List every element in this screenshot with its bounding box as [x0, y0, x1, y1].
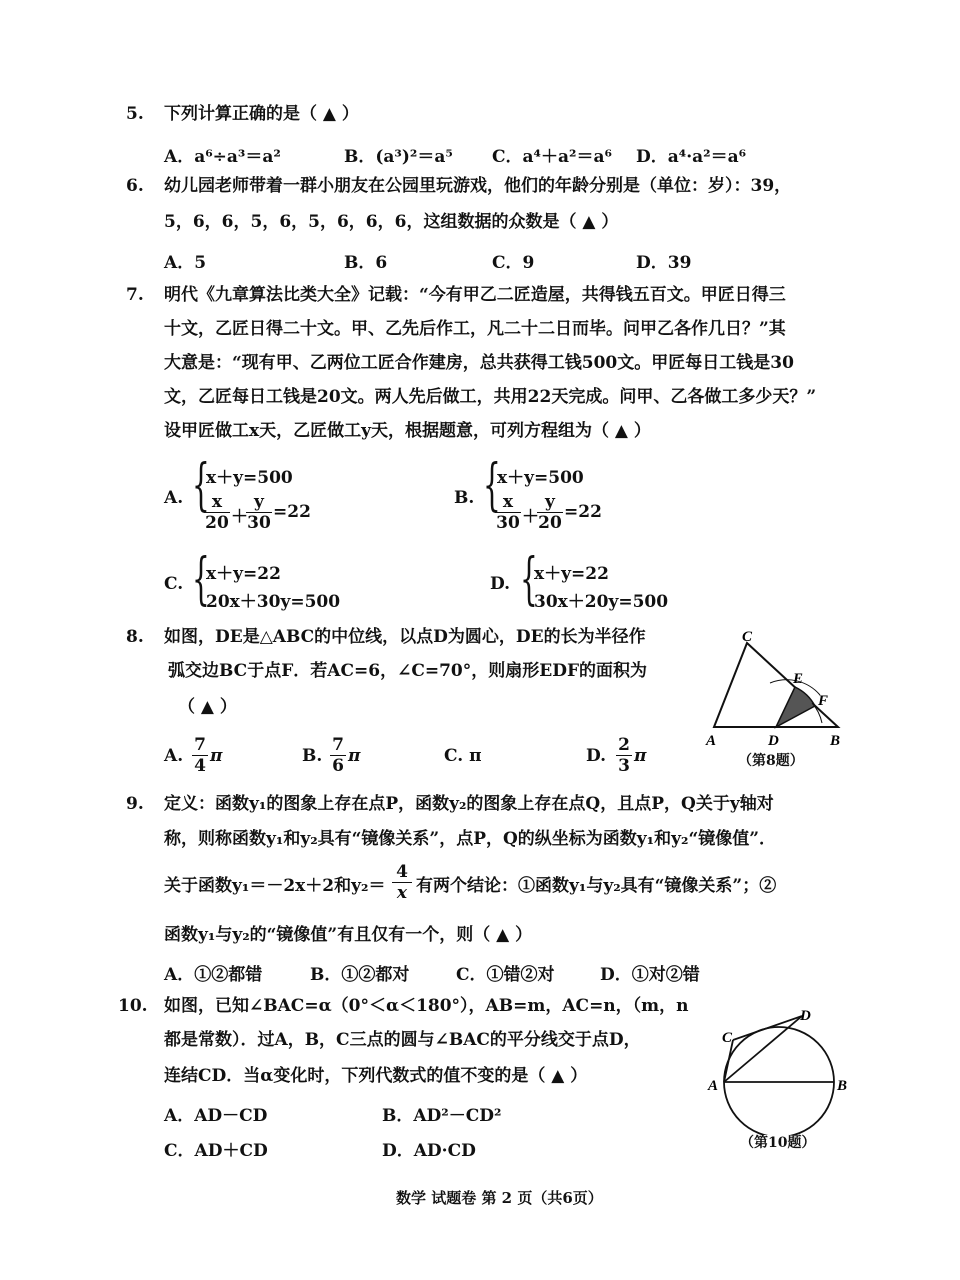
question-stem-line: 文，乙匠每日工钱是20文。两人先后做工，共用22天完成。问甲、乙各做工多少天？” [164, 387, 817, 407]
question-stem-line: 连结CD．当α变化时，下列代数式的值不变的是（ ▲ ） [164, 1066, 588, 1086]
question-stem-line: 幼儿园老师带着一群小朋友在公园里玩游戏，他们的年龄分别是（单位：岁）：39， [164, 176, 792, 196]
fraction [392, 862, 412, 903]
label-a: A [706, 733, 717, 749]
label-f: F [818, 693, 829, 709]
denominator: 20 [538, 513, 562, 533]
denominator: 6 [332, 756, 344, 776]
numerator: 2 [616, 735, 632, 756]
option-c: C．a⁴＋a²＝a⁶ [492, 147, 612, 167]
option-d-label: D. [586, 746, 607, 766]
label-b: B [837, 1078, 848, 1094]
plus-sign: ＋ [231, 507, 248, 527]
option-c: C．AD＋CD [164, 1141, 268, 1161]
option-d-label: D. [490, 574, 511, 594]
left-brace: { [192, 547, 210, 612]
equation-1: x＋y=500 [497, 468, 584, 488]
denominator: 20 [205, 513, 229, 533]
numerator: x [495, 492, 521, 513]
pi-symbol: π [634, 746, 647, 766]
option-c: C. π [444, 746, 482, 766]
question-stem-line: 函数y₁与y₂的“镜像值”有且仅有一个，则（ ▲ ） [164, 925, 533, 945]
left-brace: { [192, 453, 210, 518]
page-footer: 数学 试题卷 第 2 页（共6页） [396, 1189, 603, 1207]
option-d: D．①对②错 [600, 965, 700, 985]
option-a-label: A. [164, 488, 184, 508]
option-d: D．39 [636, 253, 692, 273]
question-stem-line: 明代《九章算法比类大全》记载：“今有甲乙二匠造屋，共得钱五百文。甲匠日得三 [164, 285, 786, 305]
fraction [330, 735, 346, 776]
question-stem-line: 大意是：“现有甲、乙两位工匠合作建房，总共获得工钱500文。甲匠每日工钱是30 [164, 353, 794, 373]
option-a: A．AD－CD [164, 1106, 268, 1126]
fraction [495, 492, 521, 533]
option-c: C．①错②对 [456, 965, 555, 985]
option-b: B．①②都对 [310, 965, 410, 985]
question-stem-line: 都是常数）．过A，B，C三点的圆与∠BAC的平分线交于点D， [164, 1030, 641, 1050]
denominator: 30 [496, 513, 520, 533]
fraction [537, 492, 563, 533]
denominator: 4 [194, 756, 206, 776]
circle-figure [700, 1000, 860, 1135]
figure-caption: （第8题） [738, 753, 804, 769]
numerator: 7 [192, 735, 208, 756]
fraction [192, 735, 208, 776]
sector-edf [776, 687, 815, 727]
left-brace: { [520, 547, 538, 612]
question-stem-line: 有两个结论：①函数y₁与y₂具有“镜像关系”；② [416, 876, 777, 896]
question-stem-line: 5，6，6，5，6，5，6，6，6，这组数据的众数是（ ▲ ） [164, 212, 619, 232]
label-d: D [768, 733, 779, 749]
fraction [204, 492, 230, 533]
circumcircle [724, 1027, 834, 1135]
denominator: 30 [247, 513, 271, 533]
option-c: C．9 [492, 253, 535, 273]
label-a: A [708, 1078, 719, 1094]
question-stem: 下列计算正确的是（ ▲ ） [164, 104, 359, 124]
figure-caption: （第10题） [740, 1135, 816, 1151]
question-stem-line: 如图，DE是△ABC的中位线，以点D为圆心，DE的长为半径作 [164, 627, 646, 647]
equation-2: 30x＋20y=500 [534, 592, 669, 612]
numerator: y [537, 492, 563, 513]
option-d: D．a⁴·a²＝a⁶ [636, 147, 747, 167]
question-stem-line: 十文，乙匠日得二十文。甲、乙先后作工，凡二十二日而毕。问甲乙各作几日？”其 [164, 319, 786, 339]
pi-symbol: π [348, 746, 361, 766]
option-b-label: B. [302, 746, 323, 766]
equation-rhs: =22 [564, 502, 602, 522]
equation-rhs: =22 [273, 502, 311, 522]
question-stem-line: 如图，已知∠BAC=α（0°＜α＜180°），AB=m，AC=n，（m，n [164, 996, 689, 1016]
option-b: B．AD²－CD² [382, 1106, 502, 1126]
denominator: x [396, 883, 408, 903]
question-stem-line: （ ▲ ） [178, 697, 237, 717]
equation-1: x＋y=22 [534, 564, 609, 584]
option-c-label: C. [164, 574, 184, 594]
option-b-label: B. [454, 488, 475, 508]
label-d: D [800, 1008, 811, 1024]
label-e: E [793, 671, 804, 687]
left-brace: { [483, 453, 501, 518]
question-stem-line: 设甲匠做工x天，乙匠做工y天，根据题意，可列方程组为（ ▲ ） [164, 421, 651, 441]
option-b: B．(a³)²＝a⁵ [344, 147, 453, 167]
question-stem-line: 定义：函数y₁的图象上存在点P，函数y₂的图象上存在点Q，且点P，Q关于y轴对 [164, 794, 774, 814]
question-number: 5. [126, 104, 144, 124]
option-b: B．6 [344, 253, 388, 273]
question-number: 10. [118, 996, 148, 1016]
label-c: C [742, 629, 753, 645]
question-number: 6. [126, 176, 144, 196]
pi-symbol: π [210, 746, 223, 766]
question-stem-line: 弧交边BC于点F．若AC=6，∠C=70°，则扇形EDF的面积为 [168, 661, 648, 681]
question-number: 9. [126, 794, 144, 814]
equation-1: x＋y=22 [206, 564, 281, 584]
equation-2: 20x＋30y=500 [206, 592, 341, 612]
denominator: 3 [618, 756, 630, 776]
numerator: x [204, 492, 230, 513]
option-a: A．5 [164, 253, 207, 273]
fraction [616, 735, 632, 776]
question-stem-line: 称，则称函数y₁和y₂具有“镜像关系”，点P，Q的纵坐标为函数y₁和y₂“镜像值”． [164, 829, 776, 849]
option-d: D．AD·CD [382, 1141, 476, 1161]
option-a: A．①②都错 [164, 965, 263, 985]
plus-sign: ＋ [522, 507, 539, 527]
label-c: C [722, 1030, 733, 1046]
question-stem-line: 关于函数y₁＝－2x＋2和y₂＝ [164, 876, 386, 896]
fraction [246, 492, 272, 533]
numerator: y [246, 492, 272, 513]
numerator: 7 [330, 735, 346, 756]
option-a: A．a⁶÷a³＝a² [164, 147, 281, 167]
question-number: 8. [126, 627, 144, 647]
question-number: 7. [126, 285, 144, 305]
label-b: B [830, 733, 841, 749]
numerator: 4 [392, 862, 412, 883]
option-a-label: A. [164, 746, 184, 766]
equation-1: x＋y=500 [206, 468, 293, 488]
